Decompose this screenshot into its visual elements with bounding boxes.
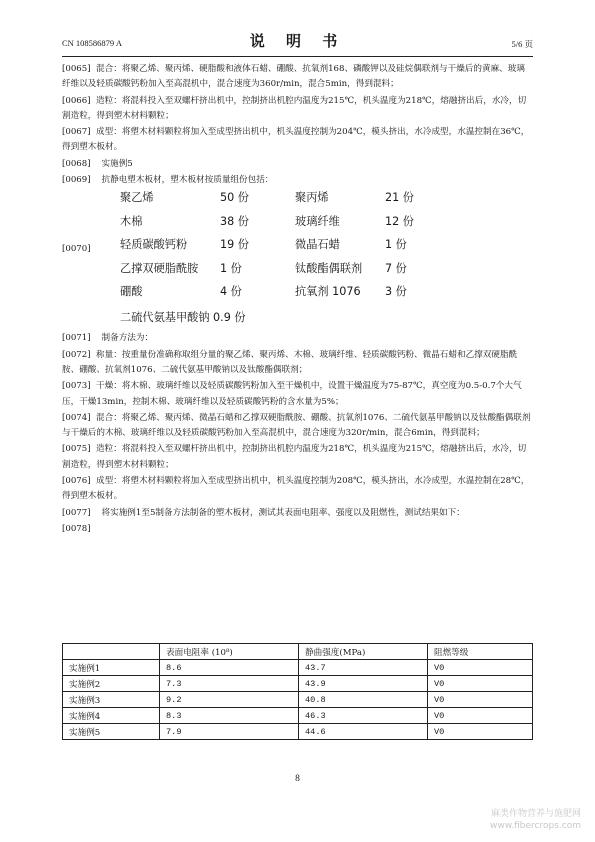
paragraph <box>62 173 533 188</box>
ingredient-amount: 1 份 <box>220 261 242 275</box>
document-body <box>62 62 533 538</box>
ingredient-name: 木棉 <box>120 214 143 228</box>
paragraph <box>62 125 533 156</box>
ingredient-amount: 38 份 <box>220 214 249 228</box>
paragraph-number: [0076] <box>62 476 91 487</box>
paragraph <box>62 522 533 537</box>
watermark <box>490 808 581 832</box>
ingredient-amount: 7 份 <box>385 261 407 275</box>
table-cell: 43.9 <box>299 676 428 692</box>
ingredient-amount: 21 份 <box>385 191 414 205</box>
paragraph-text: 称量：按重量份准确称取组分量的聚乙烯、聚丙烯、木棉、玻璃纤维、轻质碳酸钙粉、微晶石蜡和乙撑双硬脂酰胺、硼酸、抗氧剂1076、二硫代氨基甲酸钠以及钛酸酯偶联剂； <box>62 349 518 375</box>
composition-block <box>62 190 533 308</box>
table-cell: V0 <box>428 708 533 724</box>
table-header-cell <box>63 644 160 660</box>
results-table <box>62 643 533 740</box>
watermark-site-name: 麻类作物营养与施肥网 <box>490 809 581 819</box>
table-row <box>63 660 533 676</box>
ingredient-amount: 19 份 <box>220 238 249 252</box>
ingredient-name: 轻质碳酸钙粉 <box>120 238 188 252</box>
table-cell: 40.8 <box>299 692 428 708</box>
table-cell: 9.2 <box>160 692 299 708</box>
paragraph-number: [0077] <box>62 507 91 518</box>
ingredient-name: 钛酸酯偶联剂 <box>295 261 363 275</box>
paragraph-number: [0067] <box>62 127 91 138</box>
composition-grid <box>120 190 450 308</box>
table-cell: 实施例5 <box>63 724 160 740</box>
table-cell: 8.3 <box>160 708 299 724</box>
ingredient-name: 玻璃纤维 <box>295 214 340 228</box>
composition-row <box>120 261 450 285</box>
page-indicator: 5/6 页 <box>511 39 533 49</box>
table-row <box>63 708 533 724</box>
table-cell: 实施例4 <box>63 708 160 724</box>
ingredient-name: 聚乙烯 <box>120 191 154 205</box>
paragraph-text: 干燥：将木棉、玻璃纤维以及轻质碳酸钙粉加入至干燥机中，设置干燥温度为75-87℃，真空度为0.5-0.7个大气压，干燥13min，控制木棉、玻璃纤维以及轻质碳酸钙粉的含水量为5%； <box>62 381 522 407</box>
paragraph-number: [0078] <box>62 523 91 534</box>
table-cell: V0 <box>428 660 533 676</box>
paragraph-number: [0065] <box>62 64 91 74</box>
paragraph-number: [0071] <box>62 333 91 344</box>
paragraph-text: 实施例5 <box>101 158 133 169</box>
table-row <box>63 724 533 740</box>
table-cell: 43.7 <box>299 660 428 676</box>
ingredient-amount: 4 份 <box>220 285 242 299</box>
ingredient-name: 乙撑双硬脂酰胺 <box>120 261 199 275</box>
table-header-cell: 静曲强度(MPa) <box>299 644 428 660</box>
ingredient-amount: 50 份 <box>220 191 249 205</box>
table-cell: 实施例1 <box>63 660 160 676</box>
paragraph <box>62 442 533 473</box>
document-title: 说 明 书 <box>249 32 346 50</box>
watermark-url: www.fibercrops.com <box>490 821 581 831</box>
header-rule <box>62 56 533 57</box>
paragraph-number: [0068] <box>62 158 91 169</box>
paragraph <box>62 348 533 379</box>
paragraph-text: 混合：将聚乙烯、聚丙烯、微晶石蜡和乙撑双硬脂酰胺、硼酸、抗氧剂1076、二硫代氨基甲酸钠以及钛酸酯偶联剂与干燥后的木棉、玻璃纤维以及轻质碳酸钙粉加入至高混机中，混合速度为320r/min，混合6min，得到混料； <box>62 412 531 439</box>
ingredient-amount: 3 份 <box>385 285 407 299</box>
paragraph <box>62 157 533 172</box>
ingredient-name: 聚丙烯 <box>295 191 329 205</box>
table-cell: 实施例3 <box>63 692 160 708</box>
paragraph-text: 将实施例1至5制备方法制备的塑木板材，测试其表面电阻率、强度以及阻燃性，测试结果如下： <box>101 507 465 518</box>
table-cell: V0 <box>428 724 533 740</box>
composition-row <box>120 237 450 261</box>
paragraph <box>62 506 533 521</box>
paragraph <box>62 331 533 346</box>
table-cell: 7.3 <box>160 676 299 692</box>
paragraph <box>62 411 533 442</box>
table-row <box>63 692 533 708</box>
ingredient-name: 硼酸 <box>120 285 143 299</box>
paragraph <box>62 474 533 505</box>
paragraph <box>62 379 533 410</box>
paragraph-number: [0075] <box>62 444 91 455</box>
paragraph-text: 造粒：将混料投入至双螺杆挤出机中，控制挤出机腔内温度为215℃，机头温度为218℃，熔融挤出后，水冷，切割造粒，得到塑木材料颗粒； <box>62 95 527 121</box>
ingredient-name: 抗氧剂 1076 <box>295 285 361 299</box>
page-header <box>62 28 533 54</box>
table-cell: V0 <box>428 676 533 692</box>
paragraph-text: 抗静电塑木板材，塑木板材按质量组份包括： <box>101 175 274 186</box>
paragraph-number: [0069] <box>62 175 91 186</box>
paragraph-text: 造粒：将混料投入至双螺杆挤出机中，控制挤出机腔内温度为218℃，机头温度为215℃，熔融挤出后，水冷，切割造粒，得到塑木材料颗粒； <box>62 444 527 470</box>
paragraph-number: [0070] <box>62 244 91 255</box>
table-row <box>63 676 533 692</box>
table-header-row <box>63 644 533 660</box>
table-header-cell: 表面电阻率 (10⁸) <box>160 644 299 660</box>
paragraph-number: [0074] <box>62 412 91 423</box>
ingredient-name: 微晶石蜡 <box>295 238 340 252</box>
table-cell: 8.6 <box>160 660 299 676</box>
composition-row <box>120 190 450 214</box>
page-number: 8 <box>295 774 300 784</box>
paragraph <box>62 94 533 125</box>
paragraph-text: 成型：将塑木材料颗粒将加入至成型挤出机中，机头温度控制为208℃，模头挤出，水冷成型，水温控制在28℃，得到塑木板材。 <box>62 476 530 502</box>
table-cell: 实施例2 <box>63 676 160 692</box>
paragraph-text: 成型：将塑木材料颗粒将加入至成型挤出机中，机头温度控制为204℃，模头挤出，水冷成型，水温控制在36℃，得到塑木板材。 <box>62 127 530 153</box>
table-cell: 7.9 <box>160 724 299 740</box>
table-cell: V0 <box>428 692 533 708</box>
paragraph-text: 制备方法为： <box>101 333 154 344</box>
table-cell: 44.6 <box>299 724 428 740</box>
composition-row <box>120 214 450 238</box>
table-header-cell: 阻燃等级 <box>428 644 533 660</box>
ingredient-amount: 1 份 <box>385 238 407 252</box>
paragraph-text: 混合：将聚乙烯、聚丙烯、硬脂酸和液体石蜡、硼酸、抗氧剂168、磷酸钾以及硅烷偶联剂与干燥后的黄麻、玻璃纤维以及轻质碳酸钙粉加入至高混机中，混合速度为360r/min，混合5min，得到混料； <box>62 64 525 90</box>
composition-last-ingredient: 二硫代氨基甲酸钠 0.9 份 <box>120 311 246 325</box>
paragraph <box>62 62 533 93</box>
paragraph-number: [0066] <box>62 95 91 106</box>
paragraph-number: [0073] <box>62 381 91 392</box>
ingredient-amount: 12 份 <box>385 214 414 228</box>
patent-number: CN 108586879 A <box>62 38 122 48</box>
paragraph-number: [0072] <box>62 349 91 360</box>
composition-row <box>120 284 450 308</box>
table-cell: 46.3 <box>299 708 428 724</box>
